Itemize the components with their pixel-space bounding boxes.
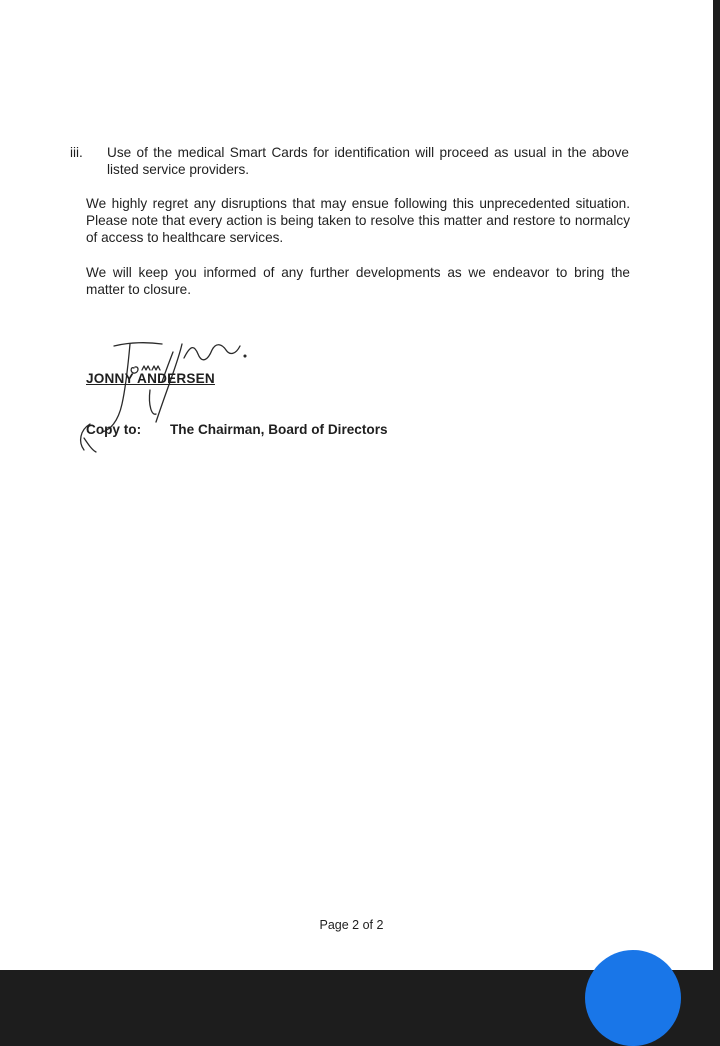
floating-action-button[interactable] [585,950,681,1046]
signer-name: JONNY ANDERSEN [86,371,215,386]
copy-to-label: Copy to: [86,422,142,437]
list-item-text: Use of the medical Smart Cards for identification will proceed as usual in the above listed service providers. [107,145,629,177]
page-footer [0,918,713,932]
list-item-number: iii. [70,145,83,160]
page-number: Page 2 of 2 [319,918,384,932]
paragraph-regret: We highly regret any disruptions that may ensue following this unprecedented situation. Please note that every action is being taken to resolve this matter and restore to normalcy of access to healthcare services. [86,196,630,245]
paragraph-updates: We will keep you informed of any further developments as we endeavor to bring the matter to closure. [86,265,630,297]
copy-to-recipient: The Chairman, Board of Directors [170,422,388,437]
